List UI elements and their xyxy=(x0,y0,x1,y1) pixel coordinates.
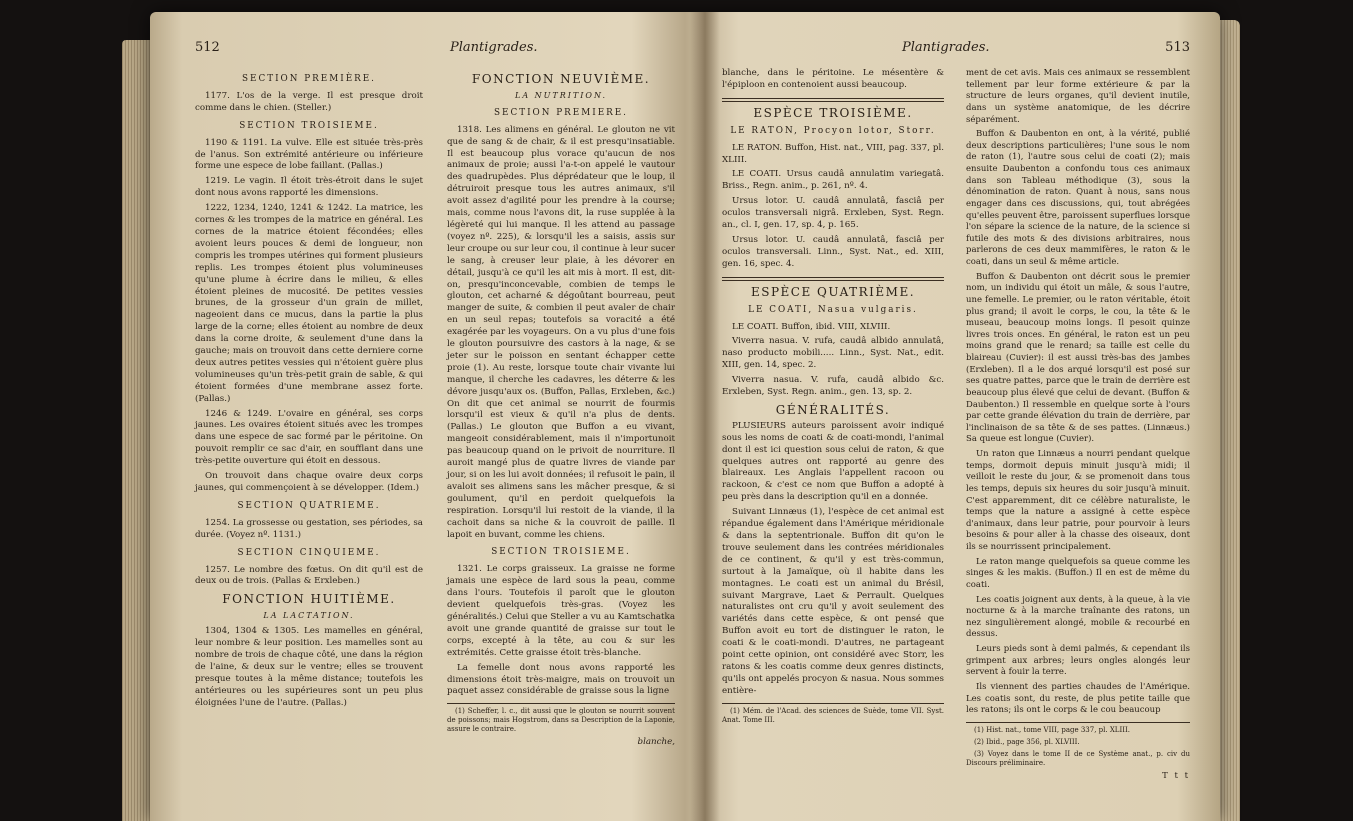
paragraph: Buffon & Daubenton ont décrit sous le premier nom, un individu qui étoit un mâle, & sous l'autre, une femelle. Le premier, ou le raton véritable, étoit plus grand; il avoit le corps, le cou, la tête & le museau, beaucoup moins longs. Il pesoit quinze livres trois onces. En général, le raton est un peu moins grand que le renard; sa taille est celle du blaireau (Cuvier): il est aussi très-bas des jambes (Erxleben). Il a le dos arqué lorsqu'il est posé sur ses quatre pattes, parce que le train de derrière est beaucoup plus élevé que celui de devant. (Buffon & Daubenton.) Il ressemble en quelque sorte à l'ours par cette grande élévation du train de derrière, par l'inclinaison de sa tête & de ses pattes. (Linnæus.) Sa queue est longue (Cuvier). xyxy=(966,271,1190,445)
section-heading: SECTION TROISIEME. xyxy=(239,120,379,131)
footnote-text: (1) Mém. de l'Acad. des sciences de Suède, tome VII. Syst. Anat. Tome III. xyxy=(722,706,944,724)
catchword: blanche, xyxy=(637,737,675,748)
chapter-heading: FONCTION NEUVIÈME. xyxy=(471,72,651,86)
section-heading: SECTION PREMIERE. xyxy=(494,107,628,118)
paragraph: ment de cet avis. Mais ces animaux se ressemblent tellement par leur forme extérieure & par la structure de leurs organes, qu'il devient inutile, dans un système anatomique, de les décrire séparément. xyxy=(966,68,1190,125)
right-column-a xyxy=(722,68,944,728)
left-running-head xyxy=(195,42,675,58)
left-column-b xyxy=(447,68,675,749)
chapter-heading: FONCTION HUITIÈME. xyxy=(222,592,396,607)
paragraph: 1177. L'os de la verge. Il est presque droit comme dans le chien. (Steller.) xyxy=(195,90,423,113)
paragraph: 1254. La grossesse ou gestation, ses périodes, sa durée. (Voyez nº. 1131.) xyxy=(195,517,423,540)
sub-heading: LA LACTATION. xyxy=(263,611,355,621)
signature-mark: T t t xyxy=(1162,770,1190,781)
paragraph: Ursus lotor. U. caudâ annulatâ, fasciâ per oculos transversali. Linn., Syst. Nat., ed. XIII, gen. 16, spec. 4. xyxy=(722,234,944,269)
section-heading: LE RATON, Procyon lotor, Storr. xyxy=(730,125,936,136)
paragraph: Un raton que Linnæus a nourri pendant quelque temps, dormoit depuis minuit jusqu'à midi; il veilloit le reste du jour, & se promenoit dans tous les temps, depuis six heures du soir jusqu'à minuit. C'est apparemment, dit ce célèbre naturaliste, le temps que la nature a assigné à cette espèce d'animaux, dans leur patrie, pour pourvoir à leurs besoins & pour aller à la chasse des oiseaux, dont ils se nourrissent principalement. xyxy=(966,449,1190,552)
paragraph: 1219. Le vagin. Il étoit très-étroit dans le sujet dont nous avons rapporté les dimensions. xyxy=(195,176,423,199)
paragraph: Viverra nasua. V. rufa, caudâ albido &c. Erxleben, Syst. Regn. anim., gen. 13, sp. 2. xyxy=(722,375,944,398)
paragraph: Les coatis joignent aux dents, à la queue, à la vie nocturne & à la marche traînante des ratons, un nez singulièrement alongé, mobile & recourbé en dessus. xyxy=(966,594,1190,640)
left-running-title: Plantigrades. xyxy=(450,40,538,55)
paragraph: 1190 & 1191. La vulve. Elle est située très-près de l'anus. Son extrémité antérieure ou inférieure forme une espece de lobe faillant. (Pallas.) xyxy=(195,137,423,172)
paragraph: Suivant Linnæus (1), l'espèce de cet animal est répandue également dans l'Amérique méridionale & dans la septentrionale. Buffon dit qu'on le trouve seulement dans les contrées méridionales de ce continent, & qu'il y est très-commun, surtout à la Jamaïque, où il habite dans les montagnes. Le coati est un animal du Brésil, suivant Margrave, Laet & Perrault. Quelques naturalistes ont cru qu'il y avoit seulement des variétés dans cette espèce, & ont pensé que Buffon avoit eu tort de distinguer le raton, le coati & le coati-mondi. D'autres, ne partageant point cette opinion, ont considéré avec Storr, les ratons & les coatis comme deux genres distincts, qu'ils ont appelés procyon & nasua. Nous sommes entière- xyxy=(722,507,944,696)
paragraph: 1318. Les alimens en général. Le glouton ne vit que de sang & de chair, & il est presqu'insatiable. Il est beaucoup plus vorace qu'aucun de nos animaux de proie; aussi l'a-t-on appelé le vautour des quadrupèdes. Plus déprédateur que le loup, il détruiroit presque tous les autres animaux, s'il avoit assez d'agilité pour les prendre à la course; mais, comme nous l'avons dit, la ruse supplée à la légèreté qui lui manque. Il les attend au passage (voyez nº. 225), & lorsqu'il les a saisis, assis sur leur croupe ou sur leur cou, il continue à leur sucer le sang, à creuser leur plaie, à les dévorer en détail, jusqu'à ce qu'il les ait mis à mort. Il est, dit-on, presqu'inconcevable, combien de temps le glouton, cet acharné & dégoûtant bourreau, peut manger de suite, & combien il peut avaler de chair en un seul repas; toutefois sa voracité a été exagérée par les voyageurs. On a vu plus d'une fois le glouton poursuivre des castors à la nage, & se jeter sur le poisson en sentant échapper cette proie (1). Au reste, lorsque toute chair vivante lui manque, il cherche les cadavres, les déterre & les dévore jusqu'aux os. (Buffon, Pallas, Erxleben, &c.) On dit que cet animal se nourrit de fourmis lorsqu'il est vieux & qu'il n'a plus de dents. (Pallas.) Le glouton que Buffon a eu vivant, mangeoit considérablement, mais il n'importunoit pas beaucoup quand on le privoit de nourriture. Il auroit mangé plus de quatre livres de viande par jour, si on les lui avoit données; il refusoit le pain, il avaloit ses alimens sans les mâcher presque, & si goulument, qu'il en perdoit quelquefois la respiration. Lorsqu'il lui restoit de la viande, il la cachoit dans sa niche & la couvroit de paille. Il lapoit en buvant, comme les chiens. xyxy=(447,124,675,540)
book-gutter xyxy=(690,12,720,821)
paragraph: On trouvoit dans chaque ovaire deux corps jaunes, qui commençoient à se développer. (Idem.) xyxy=(195,471,423,493)
double-rule-bottom xyxy=(722,280,944,281)
paragraph: Ils viennent des parties chaudes de l'Amérique. Les coatis sont, du reste, de plus petite taille que les ratons; ils ont le corps & le cou beaucoup xyxy=(966,681,1190,716)
paragraph: blanche, dans le péritoine. Le mésentère & l'épiploon en contenoient aussi beaucoup. xyxy=(722,68,944,90)
right-page-number: 513 xyxy=(1165,40,1190,55)
paragraph: Buffon & Daubenton en ont, à la vérité, publié deux descriptions particulières; l'une sous le nom de raton (1), l'autre sous celui de coati (2); mais ensuite Daubenton a confondu tous ces animaux dans son Tableau méthodique (3), sous la dénomination de raton. Quant à nous, sans nous engager dans ces discussions, qui, tout abrégées qu'elles peuvent être, paroissent superflues lorsque l'on sépare la science de la nature, de la science si futile des mots & des divisions arbitraires, nous parlerons de ces deux mammifères, le raton & le coati, dans un seul & même article. xyxy=(966,129,1190,267)
paragraph: 1222, 1234, 1240, 1241 & 1242. La matrice, les cornes & les trompes de la matrice en général. Les cornes de la matrice étoient fécondées; elles avoient leurs pouces & demi de longueur, non compris les trompes utérines qui forment plusieurs replis. Les trompes étoient plus volumineuses qu'une plume à écrire dans le milieu, & elles étoient pleines de mucosité. De petites vessies brunes, de la grosseur d'un grain de millet, nageoient dans ce mucus, dans la partie la plus large de la corne; elles étoient au nombre de deux dans la corne droite, & seulement d'une dans la gauche; mais on trouvoit dans cette derniere corne deux autres petites vessies qui n'étoient guère plus volumineuses qu'un très-petit grain de sable, & qui étoient formées d'une membrane assez forte. (Pallas.) xyxy=(195,203,423,404)
paragraph: Ursus lotor. U. caudâ annulatâ, fasciâ per oculos transversali nigrâ. Erxleben, Syst. Regn. an., cl. I, gen. 17, sp. 4, p. 165. xyxy=(722,196,944,231)
section-heading: SECTION QUATRIEME. xyxy=(237,500,381,511)
footnote-text: (2) Ibid., page 356, pl. XLVIII. xyxy=(974,737,1080,746)
chapter-heading: ESPÈCE TROISIÈME. xyxy=(753,105,913,120)
paragraph: LE COATI. Buffon, ibid. VIII, XLVIII. xyxy=(732,321,891,332)
paragraph: La femelle dont nous avons rapporté les dimensions étoit très-maigre, mais on trouvoit un paquet assez considérable de graisse sous la ligne xyxy=(447,662,675,697)
footnote xyxy=(447,703,675,734)
double-rule-top xyxy=(722,277,944,278)
paragraph: Viverra nasua. V. rufa, caudâ albido annulatâ, naso producto mobili..... Linn., Syst. Nat., edit. XIII, gen. 14, spec. 2. xyxy=(722,336,944,371)
paragraph: 1321. Le corps graisseux. La graisse ne forme jamais une espèce de lard sous la peau, comme dans l'ours. Toutefois il paroît que le glouton devient quelquefois très-gras. (Voyez les généralités.) Celui que Steller a vu au Kamtschatka avoit une grande quantité de graisse sur tout le corps, excepté à la tête, au cou & sur les extrémités. Cette graisse étoit très-blanche. xyxy=(447,564,675,658)
paragraph: 1246 & 1249. L'ovaire en général, ses corps jaunes. Les ovaires étoient situés avec les trompes dans une espece de sac formé par le péritoine. On pouvoit remplir ce sac d'air, en soufflant dans une très-petite ouverture qui étoit en dessous. xyxy=(195,408,423,467)
paragraph: PLUSIEURS auteurs paroissent avoir indiqué sous les noms de coati & de coati-mondi, l'animal dont il est ici question sous celui de raton, & que quelques autres ont rapporté au genre des blaireaux. Les Anglais l'appellent racoon ou rackoon, & c'est ce nom que Buffon a adopté à peu près dans la description qu'il en a donnée. xyxy=(722,420,944,503)
footnote-text: (1) Hist. nat., tome VIII, page 337, pl. XLIII. xyxy=(974,725,1130,734)
sub-heading: LA NUTRITION. xyxy=(515,90,607,100)
right-running-head xyxy=(722,42,1190,58)
right-running-title: Plantigrades. xyxy=(902,40,990,55)
left-column-a xyxy=(195,68,423,713)
chapter-heading: GÉNÉRALITÉS. xyxy=(775,402,891,417)
footnote-text: (3) Voyez dans le tome II de ce Système anat., p. civ du Discours préliminaire. xyxy=(966,749,1190,767)
footnotes xyxy=(966,722,1190,768)
left-page-number: 512 xyxy=(195,40,220,55)
footnote xyxy=(722,703,944,725)
section-heading: SECTION PREMIÈRE. xyxy=(242,74,376,84)
paragraph: 1257. Le nombre des fœtus. On dit qu'il est de deux ou de trois. (Pallas & Erxleben.) xyxy=(195,564,423,587)
paragraph: Le raton mange quelquefois sa queue comme les singes & les makis. (Buffon.) Il en est de même du coati. xyxy=(966,556,1190,590)
chapter-heading: ESPÈCE QUATRIÈME. xyxy=(750,284,916,299)
double-rule-bottom xyxy=(722,101,944,102)
right-column-b xyxy=(966,68,1190,782)
paragraph: LE RATON. Buffon, Hist. nat., VIII, pag. 337, pl. XLIII. xyxy=(722,142,944,165)
footnote-text: (1) Scheffer, l. c., dit aussi que le glouton se nourrit souvent de poissons; mais Hogstrom, dans sa Description de la Laponie, assure le contraire. xyxy=(447,707,675,734)
section-heading: SECTION CINQUIEME. xyxy=(237,547,381,558)
paragraph: Leurs pieds sont à demi palmés, & cependant ils grimpent aux arbres; leurs ongles alongés leur servent à fouir la terre. xyxy=(966,644,1190,678)
paragraph: LE COATI. Ursus caudâ annulatim variegatâ. Briss., Regn. anim., p. 261, nº. 4. xyxy=(722,169,944,192)
double-rule-top xyxy=(722,98,944,99)
section-heading: LE COATI, Nasua vulgaris. xyxy=(748,304,918,315)
section-heading: SECTION TROISIEME. xyxy=(491,547,631,558)
paragraph: 1304, 1304 & 1305. Les mamelles en général, leur nombre & leur position. Les mamelles sont au nombre de trois de chaque côté, une dans la région de l'aine, & deux sur le ventre; elles se trouvent presque toutes à la même distance; toutefois les antérieures ou les supérieures sont un peu plus éloignées l'une de l'autre. (Pallas.) xyxy=(195,626,423,708)
